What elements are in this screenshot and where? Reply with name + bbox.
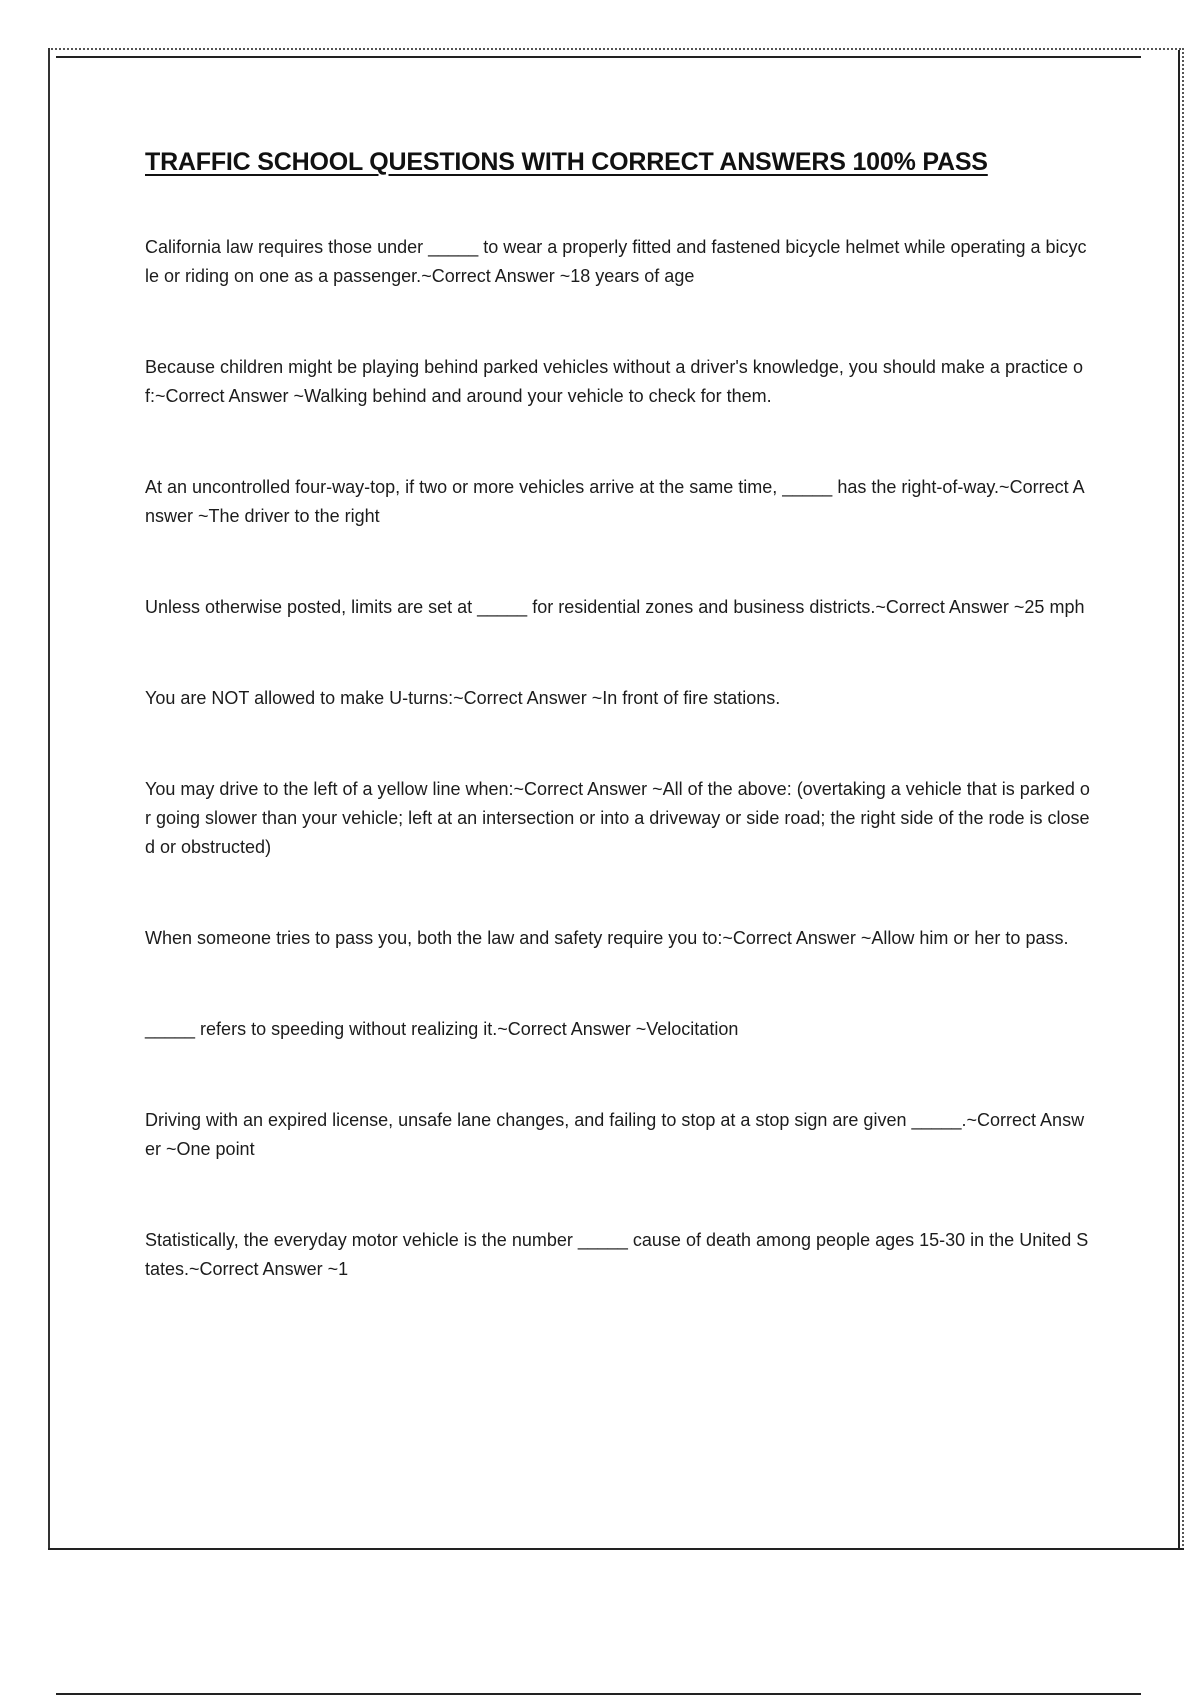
qa-item: Unless otherwise posted, limits are set at _____ for residential zones and business districts.~Correct Answer ~25 mph bbox=[145, 597, 1085, 617]
qa-item: Because children might be playing behind parked vehicles without a driver's knowledge, you should make a practice of:~Correct Answer ~Walking behind and around your vehicle to check for them. bbox=[145, 357, 1083, 406]
qa-item: Driving with an expired license, unsafe lane changes, and failing to stop at a stop sign are given _____.~Correct Answer ~One point bbox=[145, 1110, 1085, 1159]
qa-item: You may drive to the left of a yellow line when:~Correct Answer ~All of the above: (overtaking a vehicle that is parked or going slower than your vehicle; left at an intersection or into a driveway or side road; the right side of the rode is closed or obstructed) bbox=[145, 779, 1090, 857]
page-border-bottom bbox=[48, 1548, 1184, 1550]
page-border-top bbox=[56, 56, 1141, 58]
page-border-left bbox=[48, 48, 50, 1550]
qa-item: Statistically, the everyday motor vehicle is the number _____ cause of death among people ages 15-30 in the United States.~Correct Answer ~1 bbox=[145, 1230, 1089, 1279]
document-body bbox=[145, 148, 1090, 1346]
bottom-rule bbox=[56, 1693, 1141, 1695]
qa-item: When someone tries to pass you, both the law and safety require you to:~Correct Answer ~Allow him or her to pass. bbox=[145, 928, 1069, 948]
document-title: TRAFFIC SCHOOL QUESTIONS WITH CORRECT ANSWERS 100% PASS bbox=[145, 148, 988, 176]
qa-item: _____ refers to speeding without realizing it.~Correct Answer ~Velocitation bbox=[145, 1019, 739, 1039]
qa-item: You are NOT allowed to make U-turns:~Correct Answer ~In front of fire stations. bbox=[145, 688, 781, 708]
qa-item: At an uncontrolled four-way-top, if two or more vehicles arrive at the same time, _____ has the right-of-way.~Correct Answer ~The driver to the right bbox=[145, 477, 1085, 526]
page-border-right bbox=[1178, 50, 1180, 1548]
qa-item: California law requires those under _____ to wear a properly fitted and fastened bicycle helmet while operating a bicycle or riding on one as a passenger.~Correct Answer ~18 years of age bbox=[145, 237, 1087, 286]
qa-list bbox=[145, 233, 1090, 1284]
